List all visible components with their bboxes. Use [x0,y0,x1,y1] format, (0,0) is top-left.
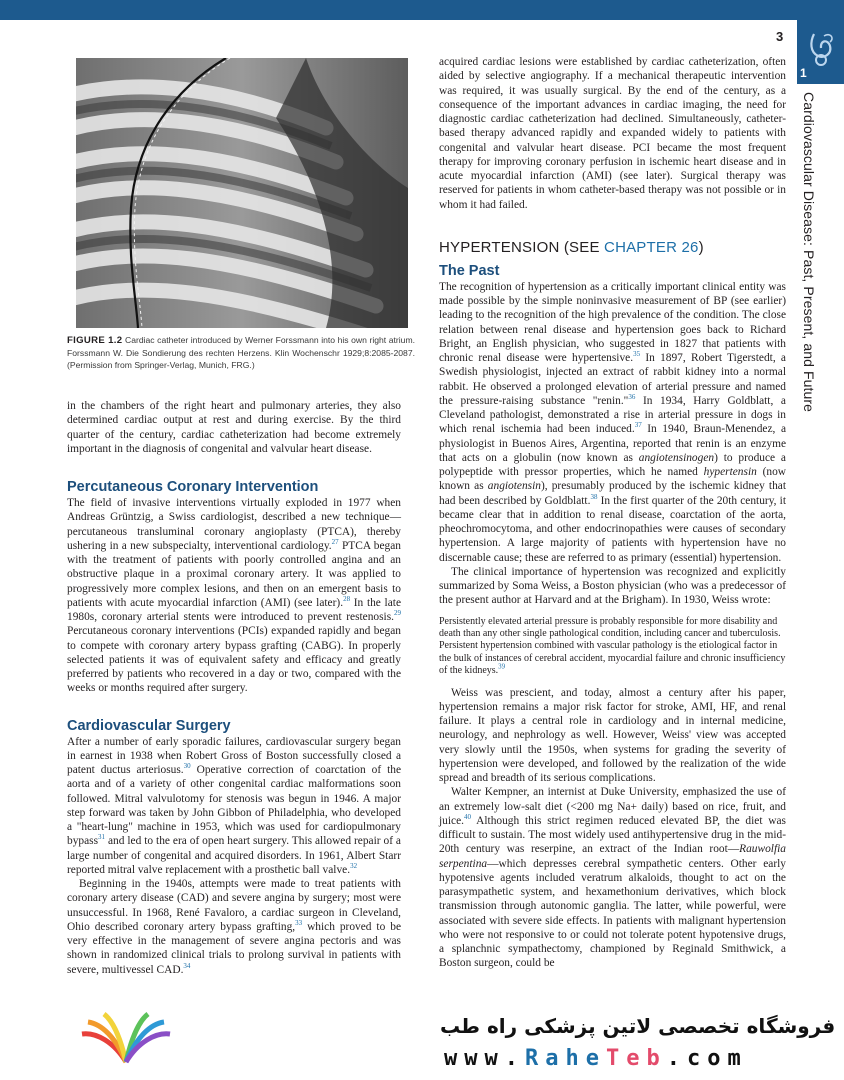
paragraph: The field of invasive interventions virtually exploded in 1977 when Andreas Grüntzig, a Swiss cardiologist, described a new technique—percutaneous transluminal coronary angioplasty (PTCA), thereby ushering in a new subspecialty, interventional cardiology.$^{27}$ PTCA began with the treatment of patients with poorly controlled angina and an obstructive plaque in a proximal coronary artery. It was applied to progressively more complex lesions, and then on an emergent basis to patients with acute myocardial infarction (AMI) (see later).$^{28}$ In the late 1980s, coronary arterial stents were introduced to prevent restenosis.$^{29}$ Percutaneous coronary interventions (PCIs) expanded rapidly and began to compete with coronary artery bypass grafting (CABG). In properly selected patients it was of equivalent safety and efficacy and greatly preferred by patients who recovered in a day or two, compared with the weeks or months required after surgery. [67,497,402,695]
citation-ref: 35 [633,350,641,359]
citation-ref: 33 [295,918,303,927]
chapter-link[interactable]: CHAPTER 26 [604,238,699,256]
paragraph: Walter Kempner, an internist at Duke University, emphasized the use of an extremely low-salt diet (<200 mg Na+ daily) based on rice, fruit, and juice.$^{40}$ Although this strict regimen reduced elevated BP, the diet was difficult to sustain. The most widely used antihypertensive drug in the mid-20th century was reserpine, an extract of the Indian root—Rauwolfia serpentina—which depresses cerebral sympathetic centers. Other early hypotensive agents included veratrum alkaloids, thought to act on the parasympathetic system, and hexamethonium derivatives, which block transmission through autonomic ganglia. The latter, while powerful, were associated with severe side effects. In patients with malignant hypertension who were not responsive to or could not tolerate potent hypotensive drugs, a splanchnic sympathectomy, championed by Reginald Smithwick, a Boston surgeon, could be [439,786,786,970]
top-color-bar [0,0,844,20]
store-url[interactable]: www.RaheTeb.com [444,1046,748,1071]
citation-ref: 31 [98,833,106,842]
store-name: فروشگاه تخصصی لاتین پزشکی راه طب [440,1014,836,1038]
heart-stethoscope-icon [808,30,836,68]
page-number: 3 [776,29,784,44]
citation-ref: 36 [628,392,636,401]
citation-ref: 29 [394,609,401,618]
paragraph: Weiss was prescient, and today, almost a century after his paper, hypertension remains a major risk factor for stroke, AMI, HF, and renal failure. It plays a central role in cardiology and in internal medicine, neurology, and nephrology as well. However, Weiss' view was accepted very slowly until the 1950s, when systems for grading the severity of hypertension were developed, and followed by the realization of the wide spread and breadth of its serious complications. [439,686,786,785]
figure-label: FIGURE 1.2 [67,335,123,346]
figure-caption-text: Cardiac catheter introduced by Werner Forssmann into his own right atrium. Forssmann W. Die Sondierung des rechten Herzens. Klin Wochenschr 1929;8:2085-2087. (Permission from Springer-Verlag, Munich, FRG.) [67,335,415,370]
figure-caption [67,334,415,371]
citation-ref: 27 [331,537,339,546]
block-quote: Persistently elevated arterial pressure is probably responsible for more disability and death than any other single pathological condition, including cancer and tuberculosis. Persistent hypertension combined with vascular pathology is the etiological factor in the bulk of instances of cerebral accident, myocardial failure and chronic insufficiency of the kidneys.$^{39}$ [439,615,786,677]
citation-ref: 34 [183,961,191,970]
paragraph: in the chambers of the right heart and pulmonary arteries, they also determined cardiac output at rest and during exercise. By the third quarter of the century, cardiac catheterization had become extremely important in the diagnosis of congenital and valvular heart disease. [67,400,401,455]
paragraph: acquired cardiac lesions were established by cardiac catheterization, often aided by selective angiography. If a mechanical therapeutic intervention was required, it was usually surgical. By the end of the century, as a consequence of the important advances in cardiac imaging, the need for diagnostic cardiac catheterization had declined. Simultaneously, catheter-based therapy advanced rapidly and expanded widely to patients with congenital and valvular heart disease. PCI became the most frequent therapy for improving coronary perfusion in ischemic heart disease and in acute myocardial infarction (AMI) (see later). Surgical therapy was reserved for patients in whom catheter-based therapy was not possible or in whom it had failed. [439,56,786,211]
citation-ref: 30 [183,762,191,771]
citation-ref: 28 [343,594,351,603]
paragraph: After a number of early sporadic failures, cardiovascular surgery began in earnest in 1938 when Robert Gross of Boston successfully closed a patent ductus arteriosus.$^{30}$ Operative correction of coarctation of the aorta and of a variety of other congenital cardiac malformations soon followed. Mitral valvulotomy for stenosis was begun in 1946. A major step forward was taken by John Gibbon of Philadelphia, who developed a "heart-lung" machine in 1953, which was used for cardiopulmonary bypass$^{31}$ and led to the era of open heart surgery. This allowed repair of a large number of congenital and acquired disorders. In 1961, Albert Starr reported mitral valve replacement with a prosthetic ball valve.$^{32}$ [67,735,401,876]
paragraph: Beginning in the 1940s, attempts were made to treat patients with coronary artery disease (CAD) and severe angina by surgery; most were unsuccessful. In 1968, René Favaloro, a cardiac surgeon in Cleveland, Ohio described coronary artery bypass grafting,$^{33}$ which proved to be very effective in the management of severe angina pectoris and was shown in randomized clinical trials to prolong survival in patients with severe, multivessel CAD.$^{34}$ [67,878,401,976]
running-head-text: Cardiovascular Disease: Past, Present, and Future [801,92,817,413]
subsection-heading-past: The Past [439,262,500,279]
open-book-icon [78,1012,174,1068]
paragraph: The recognition of hypertension as a critically important clinical entity was made possible by the simple noninvasive measurement of BP (see earlier) leading to the recognition of the high prevalence of the condition. The close relation between renal disease and hypertension goes back to Richard Bright, an English physician, who suggested in 1827 that patients with chronic renal disease were hypertensive.$^{35}$ In 1897, Robert Tigerstedt, a Swedish physiologist, injected an extract of rabbit kidney into a normal rabbit. He observed a prolonged elevation of arterial pressure and named the pressure-raising substance "renin."$^{36}$ In 1934, Harry Goldblatt, a Cleveland pathologist, demonstrated a rise in arterial pressure in dogs in which renal ischemia had been induced.$^{37}$ In 1940, Braun-Menendez, a physiologist in Buenos Aires, Argentina, reported that renin is an enzyme that acts on a globulin (now known as angiotensinogen) to produce a polypeptide with pressor properties, which he named hypertensin (now known as angiotensin), presumably produced by the ischemic kidney that had been described by Goldblatt.$^{38}$ In the first quarter of the 20th century, it became clear that in addition to renal disease, coarctation of the aorta, pheochromocytoma, and other endocrinopathies were causes of secondary hypertension. A large majority of patients with hypertension have no discernable cause; these are referred to as primary (essential) hypertension. [439,280,786,564]
section-heading-pci: Percutaneous Coronary Intervention [67,479,319,495]
citation-ref: 37 [634,421,642,430]
citation-ref: 39 [498,662,506,671]
citation-ref: 32 [350,861,358,870]
running-head [793,92,821,412]
xray-chest-image [76,58,408,328]
paragraph: The clinical importance of hypertension was recognized and explicitly summarized by Soma Weiss, a Boston physician (who was a predecessor of the present author at Harvard and at the Brigham). In 1930, Weiss wrote: [439,565,786,607]
left-column [67,399,401,1013]
figure-xray-image [76,58,408,328]
chapter-number: 1 [800,66,807,80]
section-heading-hypertension: HYPERTENSION (SEE CHAPTER 26) [439,238,704,256]
section-heading-surgery: Cardiovascular Surgery [67,717,231,734]
right-column [439,55,786,971]
citation-ref: 38 [590,492,598,501]
citation-ref: 40 [463,812,471,821]
